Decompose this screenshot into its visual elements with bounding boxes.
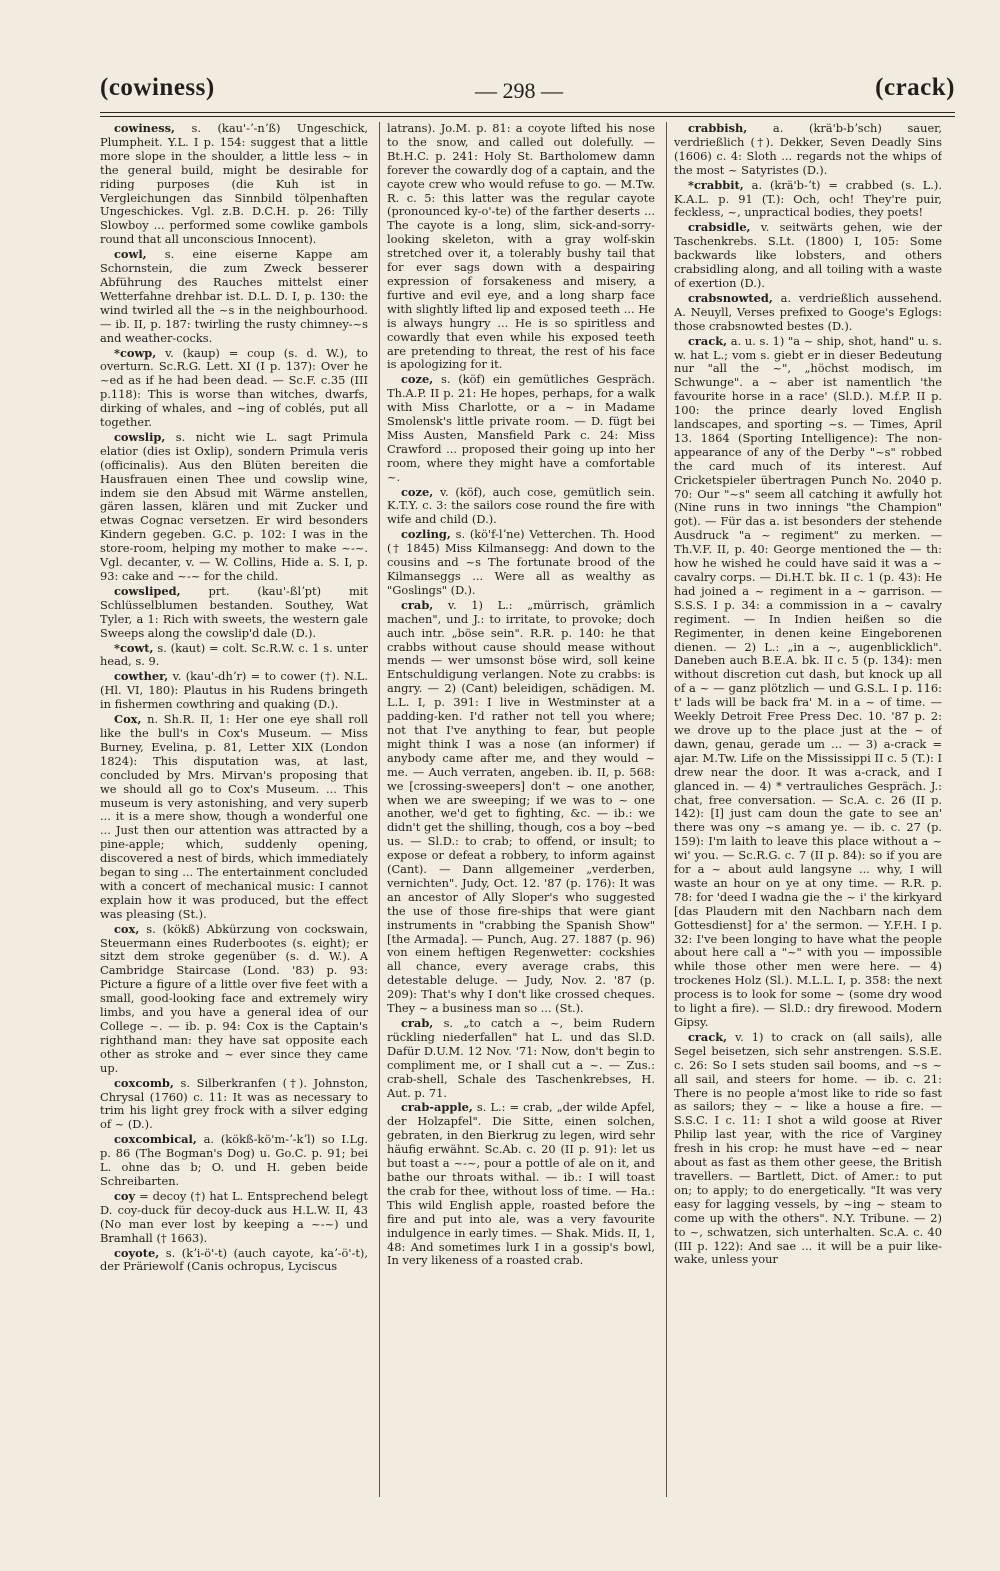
entry-headword: crab-apple, [401,1100,473,1115]
entry-text: s. Silberkranfen (†). Johnston, Chrysal (1760) c. 11: It was as necessary to trim his light grey frock with a silver edging of ~ (D.). [100,1075,368,1132]
entry-headword: crabbish, [688,122,748,135]
dictionary-entry [674,122,942,178]
running-header [100,72,955,112]
entry-text: v. (kaup) = coup (s. d. W.), to overturn. Sc.R.G. Lett. XI (I p. 137): Over he ~ed as if he had been dead. — Sc.F. c.35 (III p.118): This is worse than witches, dwarfs, dirking of whales, and ~ing of coblés, put all together. [100,345,368,430]
dictionary-entry [387,486,655,528]
entry-headword: cowsliped, [114,583,181,598]
dictionary-entry [674,1031,942,1267]
entry-text: s. „to catch a ~, beim Rudern rückling niederfallen" hat L. und das Sl.D. Dafür D.U.M. 12 Nov. '71: Now, don't begin to compliment me, or I shall cut a ~. — Zus.: crab-shell, Schale des Taschenkrebses, H. Aut. p. 71. [387,1016,655,1100]
dictionary-entry [100,642,368,670]
dictionary-entry [100,585,368,641]
dictionary-entry [100,1133,368,1189]
page-number: — 298 — [475,78,563,103]
column-divider [379,122,380,1497]
entry-text: v. seitwärts gehen, wie der Taschenkrebs. S.Lt. (1800) I, 105: Some backwards like lobsters, and others crabsidling along, and all toiling with a waste of exertion (D.). [674,220,942,290]
dictionary-entry [387,599,655,1016]
entry-headword: crack, [688,333,728,348]
column-divider [666,122,667,1497]
dictionary-entry [387,373,655,484]
entry-headword: coxcomb, [114,1075,174,1090]
entry-headword: crabsidle, [688,220,751,235]
entry-headword: coxcombical, [114,1132,197,1147]
entry-text: v. (kau'-dhʼr) = to cower (†). N.L. (Hl. VI, 180): Plautus in his Rudens bringeth in fishermen cowthring and quaking (D.). [100,669,368,712]
dictionary-entry [674,292,942,334]
dictionary-entry [387,528,655,598]
dictionary-entry [100,347,368,430]
entry-text: v. 1) L.: „mürrisch, grämlich machen", und J.: to irritate, to provoke; doch auch intr. „böse sein". R.R. p. 140: he that crabbs without cause should mease without mends — wer umsonst böse wird, soll keine Entschuldigung verlangen. Note zu crabbs: is angry. — 2) (Cant) beleidigen, schädigen. M. L.L. I, p. 391: I live in Westminster at a padding-ken. I'd rather not tell you where; not that I've anything to fear, but people might think I was a nose (an informer) if anybody came after me, and they would ~ me. — Auch verraten, angeben. ib. II, p. 568: we [crossing-sweepers] don't ~ one another, when we are sweeping; if we was to ~ one another, we'd get to fighting, &c. — ib.: we didn't get the shilling, though, cos a boy ~bed us. — Sl.D.: to crab; to offend, or insult; to expose or defeat a robbery, to inform against (Cant). — Dann allgemeiner „verderben, vernichten". Judy, Oct. 12. '87 (p. 176): It was an ancestor of Ally Sloper's who suggested the use of those fire-ships that were giant instruments in "crabbing the Spanish Show" [the Armada]. — Punch, Aug. 27. 1887 (p. 96) von einem heftigen Regenwetter: cockshies all chance, every average crabs, this detestable deluge. — Judy, Nov. 2. '87 (p. 209): That's why I don't like crossed cheques. They ~ a business man so ... (St.). [387,597,655,1016]
entry-headword: *cowp, [114,345,157,360]
dictionary-entry [674,221,942,291]
entry-headword: cowther, [114,669,169,684]
dictionary-entry [387,122,655,372]
dictionary-entry [100,713,368,922]
header-first-entry: (cowiness) [100,74,215,101]
dictionary-entry [100,923,368,1076]
entry-text: n. Sh.R. II, 1: Her one eye shall roll like the bull's in Cox's Museum. — Miss Burney, Evelina, p. 81, Letter XIX (London 1824): This disputation was, at last, concluded by Mrs. Mirvan's proposing that we should all go to Cox's Museum. ... This museum is very astonishing, and very superb ... it is a mere show, though a wonderful one ... Just then our attention was attracted by a pine-apple; which, suddenly opening, discovered a nest of birds, which immediately began to sing ... The entertainment concluded with a concert of mechanical music: I cannot explain how it was produced, but the effect was pleasing (St.). [100,712,368,921]
entry-headword: cozling, [401,527,451,542]
entry-text: a. u. s. 1) "a ~ ship, shot, hand" u. s. w. hat L.; vom s. giebt er in dieser Bedeutung nur "all the ~", „höchst modisch, im Schwunge". a ~ aber ist namentlich 'the favourite horse in a race' (Sl.D.). M.f.P. II p. 100: the prince dearly loved English landscapes, and sporting ~s. — Times, April 13. 1864 (Sporting Intelligence): The non-appearance of any of the Derby "~s" robbed the card much of its interest. Auf Cricketspieler übertragen Punch No. 2040 p. 70: Our "~s" seem all catching it awfully hot (Nine runs in two innings "the Champion" got). — Für das a. ist besonders der stehende Ausdruck "a ~ regiment" zu merken. — Th.V.F. II, p. 40: George mentioned the — th: how he wished he could have said it was a ~ cavalry corps. — Di.H.T. bk. II c. 1 (p. 43): He had joined a ~ regiment in a ~ garrison. — S.S.S. I p. 34: a commission in a ~ cavalry regiment. — In Indien heißen so die Regimenter, in denen keine Eingeborenen dienen. — 2) L.: „in a ~, augenblicklich". Daneben auch B.E.A. bk. II c. 5 (p. 134): men without discretion cut dash, but knock up all of a ~ — ganz plötzlich — und G.S.L. I p. 116: t' lads will be back fra' M. in a ~ of time. — Weekly Detroit Free Press Dec. 10. '87 p. 2: we drove up to the place just at the ~ of dawn, genau, gerade um ... — 3) a-crack = ajar. M.Tw. Life on the Mississippi II c. 5 (T.): I drew near the door. It was a-crack, and I glanced in. — 4) * vertrauliches Gespräch. J.: chat, free conversation. — Sc.A. c. 26 (II p. 142): [I] just cam doun the gate to see an' there was ony ~s amang ye. — ib. c. 27 (p. 159): I'm laith to leave this place without a ~ wi' you. — Sc.R.G. c. 7 (II p. 84): so if you are for a ~ about auld langsyne ... why, I will waste an hour on ye at ony time. — R.R. p. 78: for 'deed I wadna gie the ~ i' the kirkyard [das Plaudern mit den Nachbarn nach dem Gottesdienst] for a' the sermon. — Y.F.H. I p. 32: I've been longing to have what the people about here call a "~" with you — impossible while those other men were here. — 4) trockenes Holz (Sl.). M.L.L. I, p. 358: the next process is to look for some ~ (some dry wood to light a fire). — Sl.D.: dry firewood. Modern Gipsy. [674,333,942,1029]
entry-headword: coyote, [114,1245,160,1260]
entry-headword: cox, [114,921,140,936]
entry-headword: *crabbit, [688,177,744,192]
entry-headword: cowslip, [114,429,166,444]
entry-text: s. (kʼi-ö'-t) (auch cayote, kaʼ-ö'-t), der Präriewolf (Canis ochropus, Lyciscus [100,1245,368,1274]
entry-headword: crabsnowted, [688,290,773,305]
column-right [674,122,942,1492]
entry-text: latrans). Jo.M. p. 81: a coyote lifted his nose to the snow, and called out dolefully. — Bt.H.C. p. 241: Holy St. Bartholomew damn forever the cowardly dog of a captain, and the cayote crew who would refuse to go. — M.Tw. R. c. 5: this latter was the regular cayote (pronounced ky-o'-te) of the farther deserts ... The cayote is a long, slim, sick-and-sorry-looking skeleton, with a gray wolf-skin stretched over it, a tolerably bushy tail that for ever sags down with a despairing expression of forsakeness and misery, a furtive and evil eye, and a long sharp face with slightly lifted lip and exposed teeth ... He is always hungry ... He is so spiritless and cowardly that even while his exposed teeth are pretending to threat, the rest of his face is apologizing for it. [387,122,655,372]
header-rule-top [100,112,955,113]
entry-text: v. 1) to crack on (all sails), alle Segel beisetzen, sich sehr anstrengen. S.S.E. c. 26: So I sets studen sail booms, and ~s ~ all sail, and steers for home. — ib. c. 21: There is no people a'most like to ride so fast as sailors; they ~ ~ like a house a fire. — S.S.C. I c. 11: I shot a wild goose at River Philip last year, with the rice of Varginey fresh in his crop: he must have ~ed ~ near about as fast as them other geese, the British travellers. — Bartlett, Dict. of Amer.: to put on; to apply; to do energetically. "It was very easy for lagging vessels, by ~ing ~ steam to come up with the others". N.Y. Tribune. — 2) to ~, schwatzen, sich unterhalten. Sc.A. c. 40 (III p. 122): And sae ... it will be a puir like-wake, unless your [674,1029,942,1267]
column-middle [387,122,655,1492]
dictionary-entry [100,431,368,584]
entry-text: s. nicht wie L. sagt Primula elatior (dies ist Oxlip), sondern Primula veris (officinalis). Aus den Blüten bereiten die Hausfrauen einen Thee und cowslip wine, indem sie den Absud mit Wärme anstellen, gären lassen, klären und mit Zucker und etwas Cognac versetzen. Er wird besonders Kindern gegeben. G.C. p. 102: I was in the store-room, helping my mother to make ~-~. Vgl. decanter, v. — W. Collins, Hide a. S. I, p. 93: cake and ~-~ for the child. [100,429,368,583]
entry-headword: crab, [401,1016,434,1030]
entry-text: s. eine eiserne Kappe am Schornstein, die zum Zweck besserer Abführung des Rauches mittelst einer Wetterfahne drehbar ist. D.L. D. I, p. 130: the wind twirled all the ~s in the neighbourhood. — ib. II, p. 187: twirling the rusty chimney-~s and weather-cocks. [100,247,368,345]
dictionary-entry [674,335,942,1030]
header-rule-bottom [100,116,955,117]
entry-headword: coze, [401,372,434,387]
entry-headword: cowl, [114,247,147,262]
entry-text: a. (krä'b-bʼsch) sauer, verdrießlich (†). Dekker, Seven Deadly Sins (1606) c. 4: Sloth ... regards not the whips of the most ~ Satyristes (D.). [674,122,942,177]
dictionary-entry [100,122,368,247]
entry-text: s. (kau'-ʼ-nʼß) Ungeschick, Plumpheit. Y.L. I p. 154: suggest that a little more slope in the shoulder, a little less ~ in the general build, might be desirable for riding purposes (die Kuh ist in Vergleichungen das Sinnbild tölpenhaften Ungeschickes. Vgl. z.B. D.C.H. p. 26: Tilly Slowboy ... performed some cowlike gambols round that all unconscious Innocent). [100,122,368,247]
entry-text: s. (kö'f-lʼne) Vetterchen. Th. Hood († 1845) Miss Kilmansegg: And down to the cousins and ~s The fortunate brood of the Kilmanseggs ... Were all as wealthy as "Goslings" (D.). [387,527,655,597]
entry-text: prt. (kau'-ßlʼpt) mit Schlüsselblumen bestanden. Southey, Wat Tyler, a 1: Rich with sweets, the western gale Sweeps along the cowslip'd dale (D.). [100,583,368,640]
entry-text: s. (kökß) Abkürzung von cockswain, Steuermann eines Ruderbootes (s. eight); er sitzt dem stroke gegenüber (s. d. W.). A Cambridge Staircase (Lond. '83) p. 93: Picture a figure of a little over five feet with a small, good-looking face and extremely wiry limbs, and you have a general idea of our College ~. — ib. p. 94: Cox is the Captain's righthand man: they have sat opposite each other as stroke and ~ ever since they came up. [100,921,368,1075]
dictionary-entry [100,1190,368,1246]
entry-text: a. (kökß-kö'm-ʼ-kʼl) so I.Lg. p. 86 (The Bogman's Dog) u. Go.C. p. 91; bei L. ohne das b; O. und H. geben beide Schreibarten. [100,1132,368,1188]
column-left [100,122,368,1492]
entry-headword: coy [114,1188,136,1203]
entry-text: a. verdrießlich aussehend. A. Neuyll, Verses prefixed to Googe's Eglogs: those crabsnowted bestes (D.). [674,290,942,333]
entry-text: s. (köf) ein gemütliches Gespräch. Th.A.P. II p. 21: He hopes, perhaps, for a walk with Miss Charlotte, or a ~ in Madame Smolensk's little private room. — D. fügt bei Miss Austen, Mansfield Park c. 24: Miss Crawford ... proposed their going up into her room, where they might have a comfortable ~. [387,372,655,484]
dictionary-entry [387,1101,655,1268]
entry-headword: *cowt, [114,640,154,655]
entry-text: = decoy (†) hat L. Entsprechend belegt D. coy-duck für decoy-duck aus H.L.W. II, 43 (No man ever lost by keeping a ~-~) und Bramhall († 1663). [100,1188,368,1245]
dictionary-entry [100,1247,368,1275]
entry-headword: coze, [401,484,434,499]
entry-text: v. (köf), auch cose, gemütlich sein. K.T.Y. c. 3: the sailors cose round the fire with wife and child (D.). [387,484,655,527]
entry-headword: crab, [401,597,434,612]
dictionary-entry [100,670,368,712]
header-last-entry: (crack) [875,74,955,101]
entry-text: s. L.: = crab, „der wilde Apfel, der Holzapfel". Die Sitte, einen solchen, gebraten, in den Bierkrug zu legen, wird sehr häufig erwähnt. Sc.Ab. c. 20 (II p. 91): let us but toast a ~-~, pour a pottle of ale on it, and bathe our throats withal. — ib.: I will toast the crab for thee, without loss of time. — Ha.: This wild English apple, roasted before the fire and put into ale, was a very favourite indulgence in early times. — Shak. Mids. II, 1, 48: And sometimes lurk I in a gossip's bowl, In very likeness of a roasted crab. [387,1100,655,1268]
entry-headword: crack, [688,1029,728,1044]
entry-text: a. (krä'b-ʼt) = crabbed (s. L.). K.A.L. p. 91 (T.): Och, och! They're puir, feckless, ~, unpractical bodies, they poets! [674,177,942,220]
dictionary-entry [100,248,368,345]
dictionary-entry [387,1017,655,1100]
dictionary-entry [100,1077,368,1133]
entry-headword: cowiness, [114,122,175,135]
dictionary-entry [674,179,942,221]
entry-text: s. (kaut) = colt. Sc.R.W. c. 1 s. unter head, s. 9. [100,640,368,669]
entry-headword: Cox, [114,712,142,727]
text-columns [100,122,955,1497]
